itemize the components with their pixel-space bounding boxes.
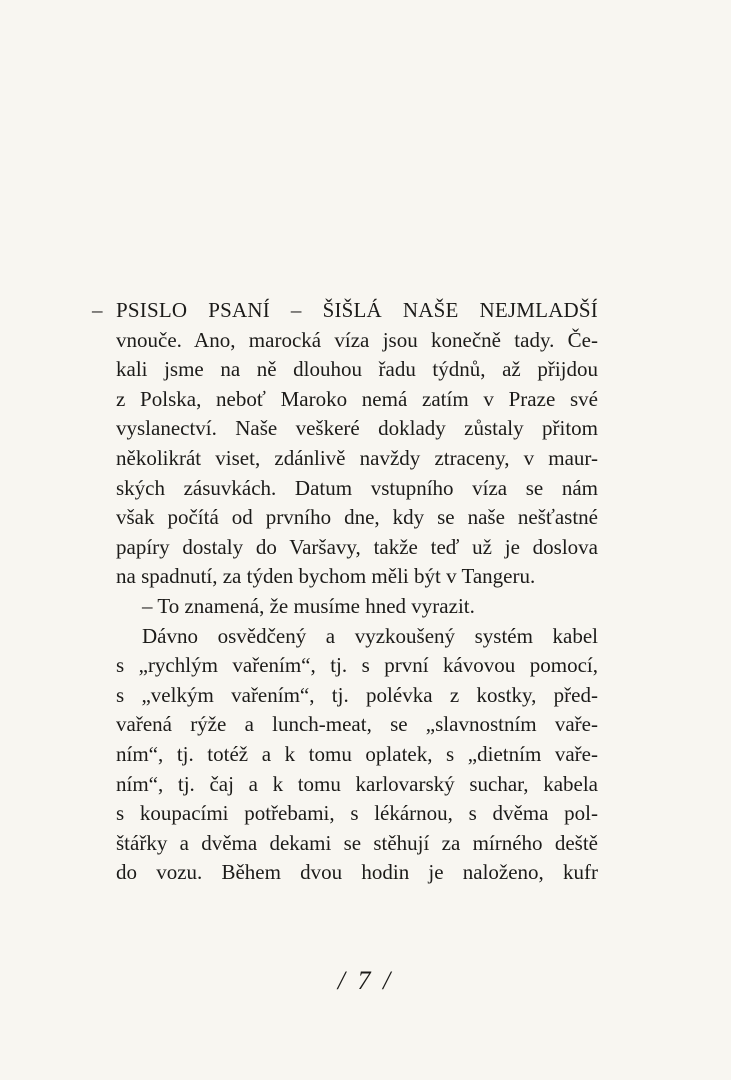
text-line: vyslanectví. Naše veškeré doklady zůstaly přitom bbox=[116, 416, 598, 441]
page-number: / 7 / bbox=[337, 966, 394, 995]
text-line: do vozu. Během dvou hodin je naloženo, kufr bbox=[116, 860, 598, 885]
lead-dash: – bbox=[92, 298, 103, 322]
text-line: na spadnutí, za týden bychom měli být v Tangeru. bbox=[116, 564, 536, 589]
text-line: ním“, tj. čaj a k tomu karlovarský suchar, kabela bbox=[116, 771, 598, 796]
text-line: několikrát viset, zdánlivě navždy ztraceny, v maur- bbox=[116, 445, 598, 470]
text-line: vnouče. Ano, marocká víza jsou konečně tady. Če- bbox=[116, 327, 598, 352]
text-line-content: PSISLO PSANÍ – ŠIŠLÁ NAŠE NEJMLADŠÍ bbox=[116, 298, 598, 322]
text-line: papíry dostaly do Varšavy, takže teď už je doslova bbox=[116, 534, 598, 559]
text-line: kali jsme na ně dlouhou řadu týdnů, až přijdou bbox=[116, 357, 598, 382]
body-text bbox=[92, 296, 598, 888]
text-line: Dávno osvědčený a vyzkoušený systém kabel bbox=[142, 623, 598, 648]
text-line: – To znamená, že musíme hned vyrazit. bbox=[142, 593, 475, 618]
text-line bbox=[92, 296, 598, 326]
text-line: však počítá od prvního dne, kdy se naše nešťastné bbox=[116, 505, 598, 530]
text-line: vařená rýže a lunch-meat, se „slavnostním vaře- bbox=[116, 712, 598, 737]
text-line: s koupacími potřebami, s lékárnou, s dvěma pol- bbox=[116, 801, 598, 826]
text-line: z Polska, neboť Maroko nemá zatím v Praze své bbox=[116, 386, 598, 411]
text-line: štářky a dvěma dekami se stěhují za mírného deště bbox=[116, 830, 598, 855]
text-line: s „rychlým vařením“, tj. s první kávovou pomocí, bbox=[116, 653, 598, 678]
text-line: s „velkým vařením“, tj. polévka z kostky, před- bbox=[116, 682, 598, 707]
text-line: ských zásuvkách. Datum vstupního víza se nám bbox=[116, 475, 598, 500]
text-line: ním“, tj. totéž a k tomu oplatek, s „dietním vaře- bbox=[116, 741, 598, 766]
